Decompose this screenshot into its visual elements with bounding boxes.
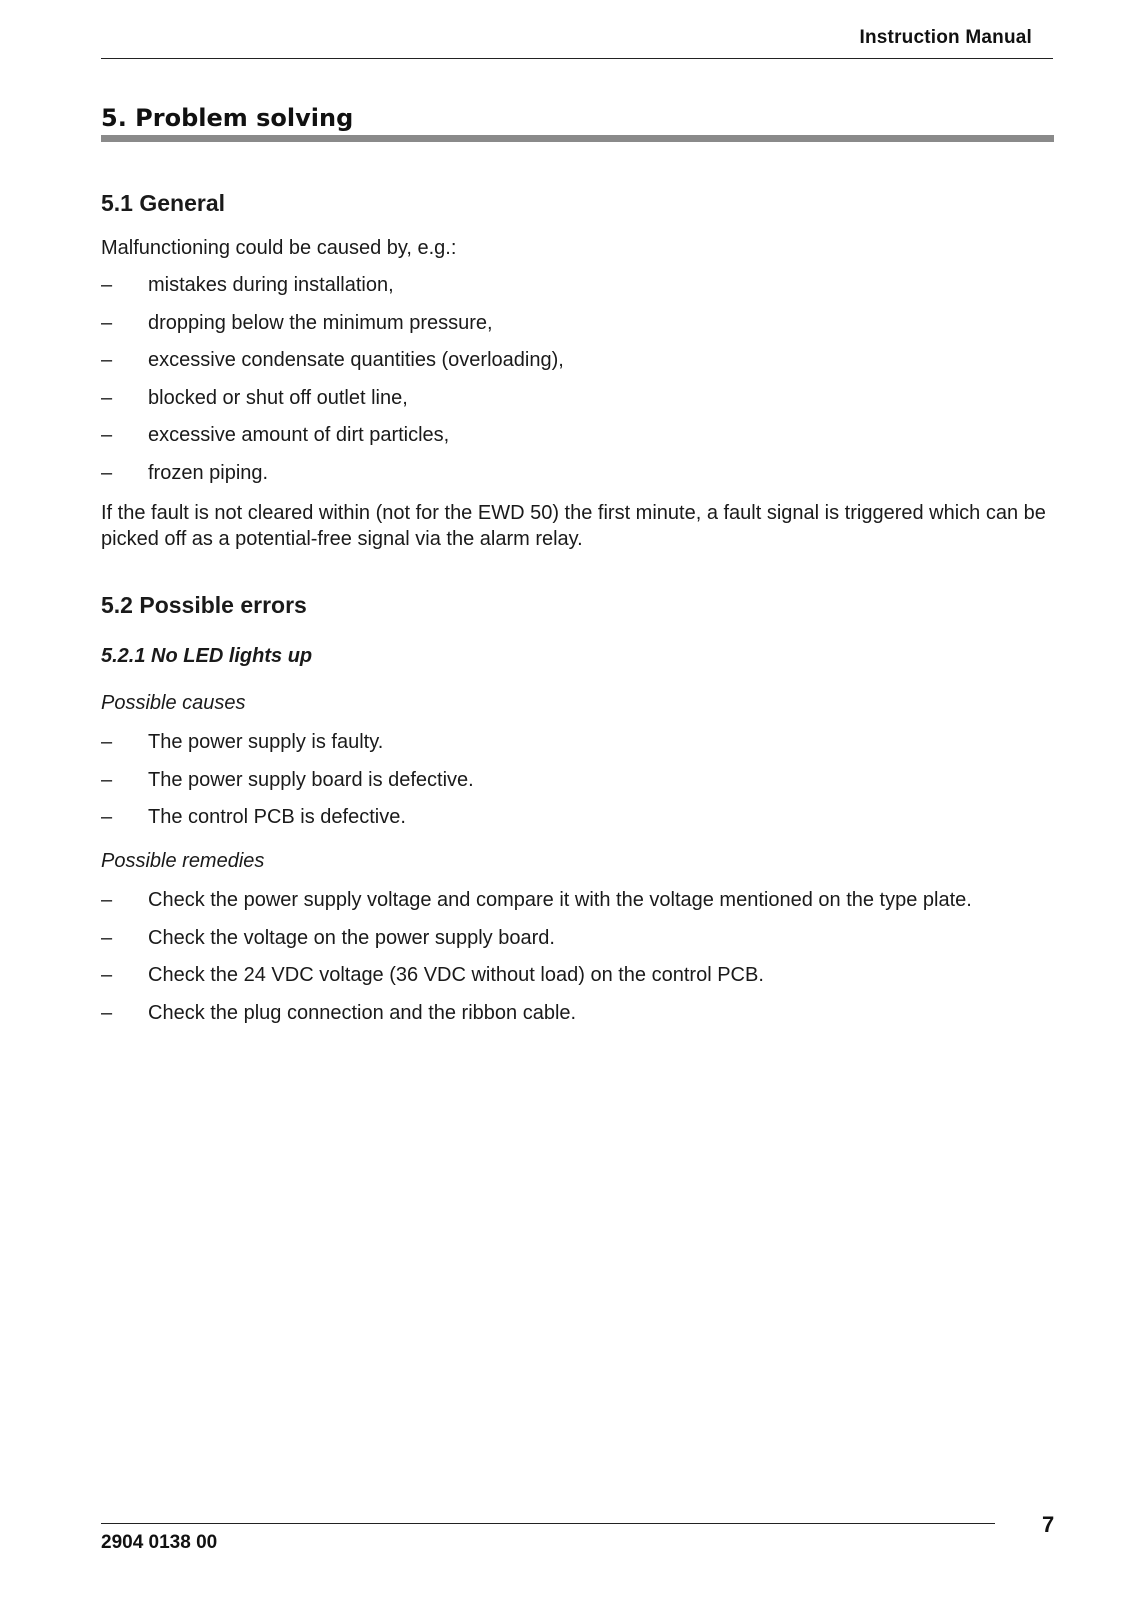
- header-title: Instruction Manual: [859, 27, 1032, 48]
- list-item-text: blocked or shut off outlet line,: [148, 386, 408, 409]
- dash-bullet: –: [101, 1001, 113, 1024]
- list-item-text: dropping below the minimum pressure,: [148, 311, 493, 334]
- list-item-text: The control PCB is defective.: [148, 806, 406, 828]
- general-intro: Malfunctioning could be caused by, e.g.:: [101, 237, 457, 259]
- dash-bullet: –: [101, 386, 113, 409]
- subsection-heading-no-led: 5.2.1 No LED lights up: [101, 645, 313, 667]
- list-item-text: mistakes during installation,: [148, 274, 394, 296]
- footer-divider: [101, 1523, 995, 1524]
- dash-bullet: –: [101, 889, 113, 911]
- document-number: 2904 0138 00: [101, 1532, 218, 1553]
- dash-bullet: –: [101, 274, 113, 296]
- list-item-text: Check the plug connection and the ribbon cable.: [148, 1001, 577, 1024]
- fault-signal-note: If the fault is not cleared within (not for the EWD 50) the first minute, a fault signal is triggered which can be picked off as a potential-free signal via the alarm relay.: [101, 502, 1046, 550]
- possible-causes-list: [101, 729, 1056, 842]
- section-heading-general: 5.1 General: [101, 190, 226, 216]
- list-item-text: Check the power supply voltage and compare it with the voltage mentioned on the type plate.: [148, 889, 972, 911]
- list-item: [101, 310, 1056, 348]
- possible-causes-label: Possible causes: [101, 692, 246, 714]
- dash-bullet: –: [101, 424, 113, 446]
- list-item: [101, 804, 1056, 842]
- list-item-text: excessive amount of dirt particles,: [148, 424, 450, 446]
- list-item-text: frozen piping.: [148, 461, 269, 484]
- list-item: [101, 347, 1056, 385]
- list-item: [101, 767, 1056, 805]
- dash-bullet: –: [101, 461, 113, 484]
- dash-bullet: –: [101, 768, 113, 791]
- possible-remedies-list: [101, 887, 1056, 1037]
- section-heading-possible-errors: 5.2 Possible errors: [101, 592, 307, 618]
- possible-remedies-label: Possible remedies: [101, 850, 265, 872]
- page-number: 7: [1042, 1512, 1055, 1537]
- list-item-text: The power supply is faulty.: [148, 731, 384, 753]
- header-divider: [101, 58, 1053, 59]
- dash-bullet: –: [101, 311, 113, 334]
- list-item-text: Check the 24 VDC voltage (36 VDC without load) on the control PCB.: [148, 964, 764, 986]
- chapter-underline-bar: [101, 135, 1054, 142]
- list-item: [101, 962, 1056, 1000]
- dash-bullet: –: [101, 731, 113, 753]
- list-item-text: The power supply board is defective.: [148, 768, 474, 791]
- list-item: [101, 272, 1056, 310]
- chapter-title: 5. Problem solving: [101, 104, 354, 132]
- list-item: [101, 385, 1056, 423]
- dash-bullet: –: [101, 349, 113, 371]
- list-item: [101, 887, 1056, 925]
- list-item: [101, 729, 1056, 767]
- list-item: [101, 925, 1056, 963]
- list-item-text: Check the voltage on the power supply board.: [148, 926, 555, 949]
- list-item: [101, 1000, 1056, 1038]
- dash-bullet: –: [101, 926, 113, 949]
- dash-bullet: –: [101, 806, 113, 828]
- list-item: [101, 460, 1056, 498]
- list-item: [101, 422, 1056, 460]
- dash-bullet: –: [101, 964, 113, 986]
- malfunction-cause-list: [101, 272, 1056, 497]
- list-item-text: excessive condensate quantities (overloading),: [148, 349, 564, 371]
